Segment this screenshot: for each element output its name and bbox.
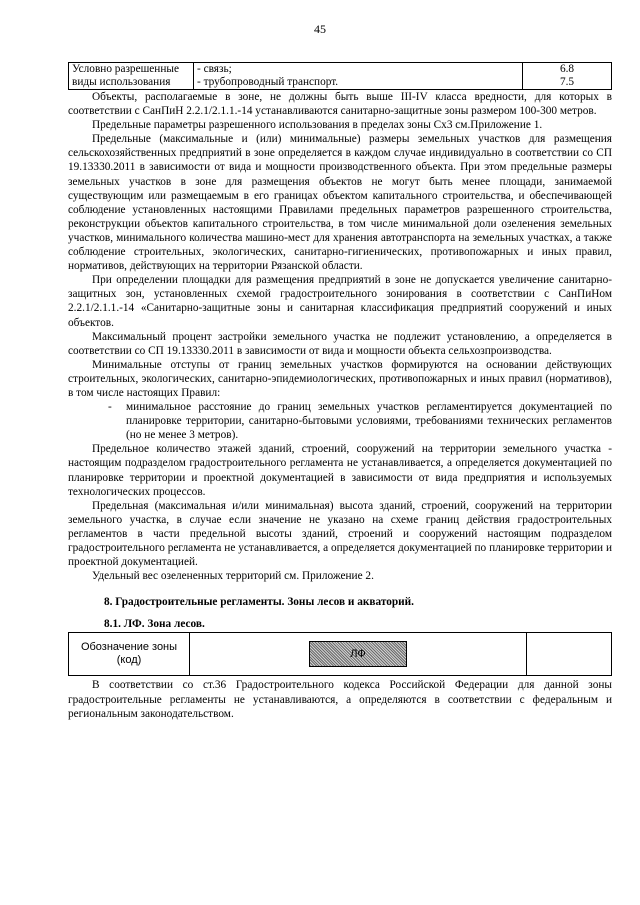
table-label-cell [69, 63, 194, 90]
permitted-uses-table [68, 62, 612, 90]
dash-bullet: - [108, 401, 112, 414]
use-item: - связь; [197, 63, 232, 75]
conditional-uses-label: Условно разрешенные виды использования [72, 63, 179, 88]
list-item-text: минимальное расстояние до границ земельных участков регламентируется документацией по планировке территории, санитарно-бытовыми условиями, требованиями технических регламентов (но не менее 3 метров). [126, 401, 612, 442]
zone-code-cell [190, 633, 527, 676]
paragraph: Удельный вес озелененных территорий см. Приложение 2. [92, 570, 374, 583]
section-heading: 8. Градостроительные регламенты. Зоны лесов и акваторий. [104, 596, 415, 609]
use-code: 6.8 [559, 63, 575, 75]
zone-code-badge: ЛФ [309, 641, 407, 667]
zone-label-cell [69, 633, 190, 676]
paragraph: Минимальные отступы от границ земельных участков формируются на основании действующих строительных, экологических, санитарно-эпидемиологических, противопожарных и иных правил (нормативов), в том числе настоящих Правил: [68, 358, 612, 399]
paragraph: При определении площадки для размещения предприятий в зоне не допускается увеличение санитарно-защитных зон, установленных схемой градостроительного зонирования в соответствии с СанПиНом 2.2.1/2.1.1.-14 «Санитарно-защитные зоны и санитарная классификация предприятий сооружений и иных объектов. [68, 274, 612, 329]
page-number: 45 [314, 22, 326, 36]
paragraph: Предельные параметры разрешенного использования в пределах зоны Сх3 см.Приложение 1. [92, 119, 543, 132]
paragraph: Предельные (максимальные и (или) минимальные) размеры земельных участков для размещения сельскохозяйственных предприятий в зоне определяется в каждом случае индивидуально в соответствии со СП 19.13330.2011 в зависимости от вида и мощности производственного объекта. При этом предельные размеры земельных участков в зоне для размещения объектов не могут быть менее площади, занимаемой существующим или размещаемым в его границах объектом капитального строительства, и обеспечивающей соблюдение установленных настоящими Правилами предельных параметров разрешенного строительства, реконструкции объектов капитального строительства, в том числе минимальной доли озеленения земельных участков, минимального количества машино-мест для хранения автотранспорта на земельных участках, а также соблюдение строительных, экологических, санитарно-гигиенических, противопожарных и иных правил, нормативов, действующих на территории Рязанской области. [68, 133, 612, 273]
subsection-heading: 8.1. ЛФ. Зона лесов. [104, 618, 205, 631]
uses-list-cell [194, 63, 523, 90]
zone-empty-cell [527, 633, 612, 676]
paragraph: Предельная (максимальная и/или минимальная) высота зданий, строений, сооружений на территории земельного участка, в случае если значение не указано на схеме границ действия градостроительных регламентов в части предельной высоты зданий, строений и сооружений настоящим подразделом градостроительного регламента не устанавливается, а определяется документацией по планировке территории и проектной документацией. [68, 499, 612, 569]
paragraph: Объекты, располагаемые в зоне, не должны быть выше III-IV класса вредности, для которых в соответствии с СанПиН 2.2.1/2.1.1.-14 устанавливаются санитарно-защитные зоны размером 100-300 метров. [68, 91, 612, 118]
use-item: - трубопроводный транспорт. [197, 76, 339, 88]
use-code-cell [523, 63, 612, 90]
use-code: 7.5 [559, 76, 575, 88]
list-item [108, 400, 612, 442]
paragraph: В соответствии со ст.36 Градостроительного кодекса Российской Федерации для данной зоны градостроительные регламенты не устанавливаются, а определяются в соответствии с федеральным и региональным законодательством. [68, 679, 612, 720]
zone-label: Обозначение зоны (код) [80, 641, 178, 667]
paragraph: Предельное количество этажей зданий, строений, сооружений на территории земельного участка - настоящим подразделом градостроительного регламента не устанавливается, а определяется документацией по планировке территории и проектной документацией в зависимости от вида предприятия и используемых технологических процессов. [68, 443, 612, 498]
document-body [68, 62, 612, 721]
paragraph: Максимальный процент застройки земельного участка не подлежит установлению, а определяется в соответствии со СП 19.13330.2011 в зависимости от вида и мощности объекта сельхозпроизводства. [68, 330, 612, 357]
zone-code-table [68, 632, 612, 676]
